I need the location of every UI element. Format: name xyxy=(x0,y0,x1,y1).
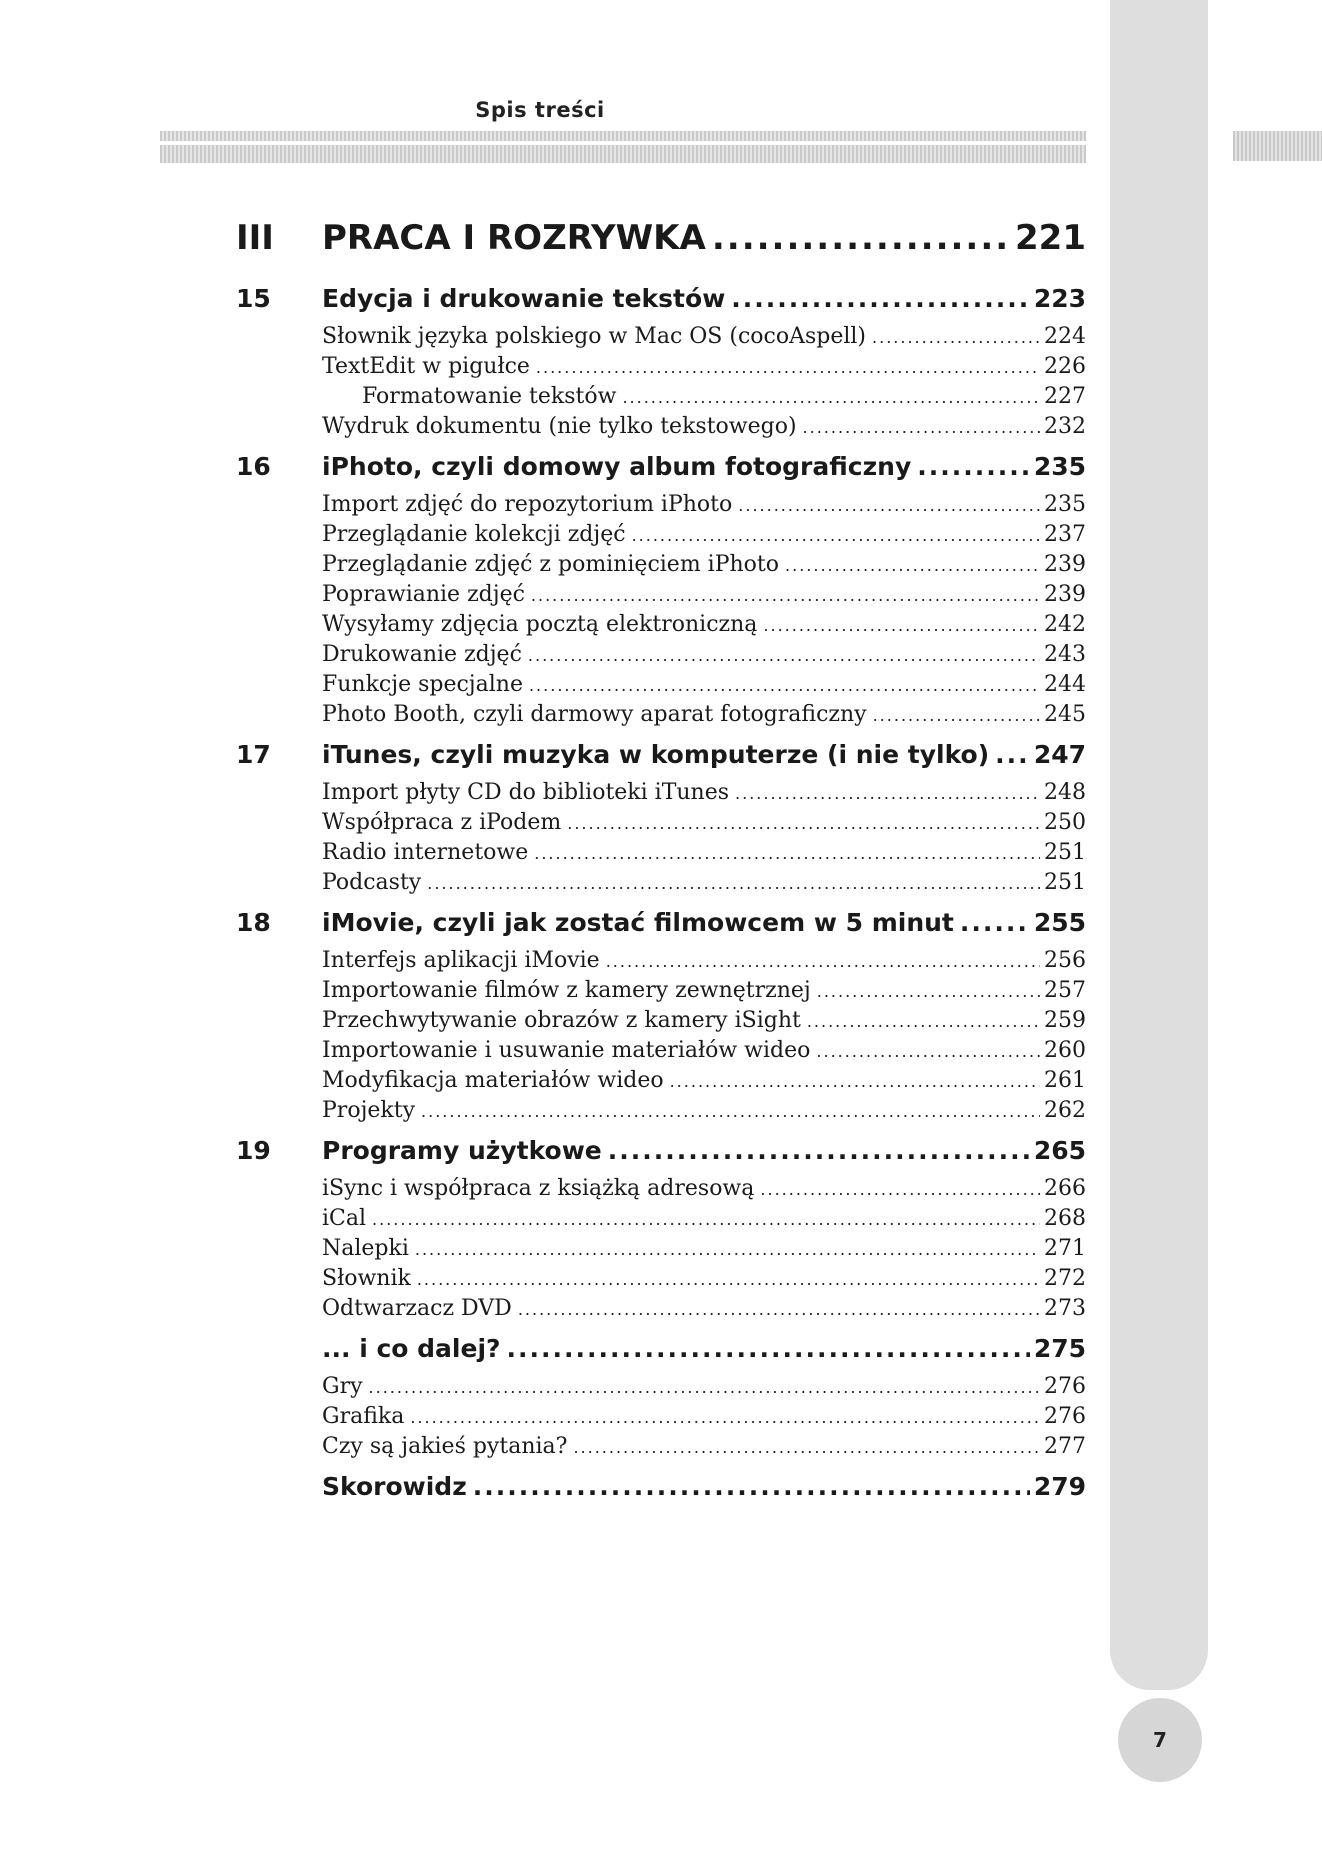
leader-dots xyxy=(816,1038,1040,1063)
toc-entry[interactable] xyxy=(322,1038,1086,1068)
toc-entry[interactable] xyxy=(322,810,1086,840)
toc-entry[interactable] xyxy=(322,702,1086,732)
leader-dots xyxy=(372,1206,1040,1231)
chapter-16 xyxy=(236,452,1086,732)
entry-title: Przeglądanie zdjęć z pominięciem iPhoto xyxy=(322,552,780,577)
chapter-heading[interactable] xyxy=(236,452,1086,492)
entry-page: 226 xyxy=(1044,354,1086,379)
entry-page: 268 xyxy=(1044,1206,1086,1231)
leader-dots xyxy=(738,492,1040,517)
toc-entry[interactable] xyxy=(322,672,1086,702)
entry-page: 251 xyxy=(1044,870,1086,895)
chapter-heading[interactable] xyxy=(236,1472,1086,1512)
entry-page: 277 xyxy=(1044,1434,1086,1459)
part-title: PRACA I ROZRYWKA xyxy=(322,218,706,258)
chapter-page: 265 xyxy=(1033,1136,1086,1165)
chapter-number: 19 xyxy=(236,1136,271,1165)
entry-title: Przeglądanie kolekcji zdjęć xyxy=(322,522,626,547)
entry-title: Wysyłamy zdjęcia pocztą elektroniczną xyxy=(322,612,758,637)
leader-dots xyxy=(785,552,1040,577)
entry-title: Import zdjęć do repozytorium iPhoto xyxy=(322,492,733,517)
entry-page: 244 xyxy=(1044,672,1086,697)
leader-dots xyxy=(567,810,1040,835)
leader-dots xyxy=(534,840,1040,865)
leader-dots xyxy=(507,1334,1030,1363)
chapter-heading[interactable] xyxy=(236,284,1086,324)
leader-dots xyxy=(421,1098,1040,1123)
leader-dots xyxy=(606,948,1040,973)
leader-dots xyxy=(760,1176,1040,1201)
entry-title: iSync i współpraca z książką adresową xyxy=(322,1176,755,1201)
chapter-15 xyxy=(236,284,1086,444)
chapter-number: 18 xyxy=(236,908,271,937)
leader-dots xyxy=(622,384,1040,409)
leader-dots xyxy=(712,218,1011,258)
toc-entry[interactable] xyxy=(322,414,1086,444)
toc-entry[interactable] xyxy=(322,1236,1086,1266)
entry-title: Modyfikacja materiałów wideo xyxy=(322,1068,664,1093)
toc-entry[interactable] xyxy=(322,1206,1086,1236)
running-head: Spis treści xyxy=(475,98,605,122)
entry-title: Odtwarzacz DVD xyxy=(322,1296,512,1321)
entry-title: Grafika xyxy=(322,1404,405,1429)
toc-entry[interactable] xyxy=(322,642,1086,672)
toc-entry[interactable] xyxy=(322,612,1086,642)
entry-title: Importowanie filmów z kamery zewnętrznej xyxy=(322,978,811,1003)
entry-page: 239 xyxy=(1044,582,1086,607)
chapter-19 xyxy=(236,1136,1086,1326)
leader-dots xyxy=(528,642,1040,667)
leader-dots xyxy=(536,354,1040,379)
entry-title: Słownik języka polskiego w Mac OS (cocoAspell) xyxy=(322,324,867,349)
entry-title: Projekty xyxy=(322,1098,416,1123)
entry-title: iCal xyxy=(322,1206,367,1231)
chapter-heading[interactable] xyxy=(236,1334,1086,1374)
entry-page: 243 xyxy=(1044,642,1086,667)
chapter-18 xyxy=(236,908,1086,1128)
toc-entry[interactable] xyxy=(322,354,1086,384)
chapter-epilogue xyxy=(236,1334,1086,1464)
toc-entry[interactable] xyxy=(322,492,1086,522)
entry-title: Funkcje specjalne xyxy=(322,672,523,697)
entry-page: 271 xyxy=(1044,1236,1086,1261)
leader-dots xyxy=(763,612,1040,637)
toc-entry[interactable] xyxy=(322,552,1086,582)
toc-entry[interactable] xyxy=(322,324,1086,354)
entry-title: Interfejs aplikacji iMovie xyxy=(322,948,600,973)
entry-title: Radio internetowe xyxy=(322,840,529,865)
entry-title: Przechwytywanie obrazów z kamery iSight xyxy=(322,1008,801,1033)
entry-page: 251 xyxy=(1044,840,1086,865)
entry-page: 237 xyxy=(1044,522,1086,547)
entry-page: 273 xyxy=(1044,1296,1086,1321)
chapter-title: Programy użytkowe xyxy=(322,1136,602,1165)
page-number: 7 xyxy=(1118,1698,1202,1782)
side-tab xyxy=(1233,131,1322,161)
entry-page: 266 xyxy=(1044,1176,1086,1201)
header-rule xyxy=(160,131,1086,163)
side-band xyxy=(1110,0,1208,1690)
leader-dots xyxy=(817,978,1040,1003)
leader-dots xyxy=(670,1068,1040,1093)
leader-dots xyxy=(415,1236,1040,1261)
chapter-page: 255 xyxy=(1033,908,1086,937)
chapter-page: 275 xyxy=(1033,1334,1086,1363)
entry-page: 239 xyxy=(1044,552,1086,577)
leader-dots xyxy=(608,1136,1030,1165)
entry-page: 276 xyxy=(1044,1374,1086,1399)
toc-entry[interactable] xyxy=(322,1296,1086,1326)
leader-dots xyxy=(427,870,1040,895)
leader-dots xyxy=(531,582,1040,607)
toc-entry[interactable] xyxy=(322,948,1086,978)
chapter-title: ... i co dalej? xyxy=(322,1334,501,1363)
toc-entry[interactable] xyxy=(322,870,1086,900)
leader-dots xyxy=(518,1296,1040,1321)
toc-entry[interactable] xyxy=(322,522,1086,552)
leader-dots xyxy=(803,414,1040,439)
leader-dots xyxy=(995,740,1030,769)
leader-dots xyxy=(960,908,1030,937)
toc-entry[interactable] xyxy=(322,780,1086,810)
leader-dots xyxy=(410,1404,1040,1429)
part-number: III xyxy=(236,218,274,258)
entry-title: Czy są jakieś pytania? xyxy=(322,1434,568,1459)
entry-title: Photo Booth, czyli darmowy aparat fotograficzny xyxy=(322,702,867,727)
toc-entry[interactable] xyxy=(322,582,1086,612)
leader-dots xyxy=(573,1434,1040,1459)
chapter-title: iTunes, czyli muzyka w komputerze (i nie tylko) xyxy=(322,740,990,769)
leader-dots xyxy=(873,702,1040,727)
leader-dots xyxy=(417,1266,1040,1291)
entry-page: 257 xyxy=(1044,978,1086,1003)
entry-title: Współpraca z iPodem xyxy=(322,810,562,835)
entry-page: 250 xyxy=(1044,810,1086,835)
leader-dots xyxy=(731,284,1030,313)
entry-page: 256 xyxy=(1044,948,1086,973)
entry-title: Importowanie i usuwanie materiałów wideo xyxy=(322,1038,811,1063)
chapter-page: 223 xyxy=(1033,284,1086,313)
entry-page: 259 xyxy=(1044,1008,1086,1033)
entry-title: Gry xyxy=(322,1374,363,1399)
entry-page: 260 xyxy=(1044,1038,1086,1063)
leader-dots xyxy=(369,1374,1040,1399)
entry-title: TextEdit w pigułce xyxy=(322,354,530,379)
leader-dots xyxy=(473,1472,1030,1501)
leader-dots xyxy=(529,672,1040,697)
entry-page: 262 xyxy=(1044,1098,1086,1123)
toc-entry[interactable] xyxy=(322,1176,1086,1206)
toc-entry[interactable] xyxy=(322,1374,1086,1404)
entry-page: 261 xyxy=(1044,1068,1086,1093)
leader-dots xyxy=(632,522,1040,547)
toc-entry[interactable] xyxy=(322,1098,1086,1128)
entry-page: 242 xyxy=(1044,612,1086,637)
chapter-number: 17 xyxy=(236,740,271,769)
toc-entry[interactable] xyxy=(322,1008,1086,1038)
leader-dots xyxy=(807,1008,1040,1033)
leader-dots xyxy=(917,452,1030,481)
chapter-title: iPhoto, czyli domowy album fotograficzny xyxy=(322,452,912,481)
chapter-index xyxy=(236,1472,1086,1512)
toc-entry[interactable] xyxy=(322,978,1086,1008)
toc-entry[interactable] xyxy=(322,1266,1086,1296)
entry-page: 276 xyxy=(1044,1404,1086,1429)
toc-subentry[interactable] xyxy=(322,384,1086,414)
chapter-page: 235 xyxy=(1033,452,1086,481)
toc-entry[interactable] xyxy=(322,1404,1086,1434)
entry-title: Słownik xyxy=(322,1266,411,1291)
entry-page: 227 xyxy=(1044,384,1086,409)
entry-page: 232 xyxy=(1044,414,1086,439)
entry-page: 248 xyxy=(1044,780,1086,805)
entry-title: Formatowanie tekstów xyxy=(362,384,617,409)
entry-title: Import płyty CD do biblioteki iTunes xyxy=(322,780,730,805)
entry-title: Podcasty xyxy=(322,870,422,895)
chapter-heading[interactable] xyxy=(236,1136,1086,1176)
entry-title: Wydruk dokumentu (nie tylko tekstowego) xyxy=(322,414,797,439)
chapter-title: Skorowidz xyxy=(322,1472,467,1501)
chapter-number: 16 xyxy=(236,452,271,481)
entry-page: 235 xyxy=(1044,492,1086,517)
entry-title: Nalepki xyxy=(322,1236,409,1261)
entry-page: 224 xyxy=(1044,324,1086,349)
chapter-title: Edycja i drukowanie tekstów xyxy=(322,284,726,313)
chapter-number: 15 xyxy=(236,284,271,313)
entry-page: 272 xyxy=(1044,1266,1086,1291)
toc-entry[interactable] xyxy=(322,1434,1086,1464)
part-page: 221 xyxy=(1015,218,1086,258)
entry-page: 245 xyxy=(1044,702,1086,727)
entry-title: Poprawianie zdjęć xyxy=(322,582,525,607)
leader-dots xyxy=(872,324,1040,349)
part-heading[interactable] xyxy=(236,218,1086,276)
chapter-page: 279 xyxy=(1033,1472,1086,1501)
table-of-contents xyxy=(236,218,1086,1512)
entry-title: Drukowanie zdjęć xyxy=(322,642,522,667)
toc-entry[interactable] xyxy=(322,1068,1086,1098)
chapter-heading[interactable] xyxy=(236,908,1086,948)
chapter-17 xyxy=(236,740,1086,900)
chapter-title: iMovie, czyli jak zostać filmowcem w 5 minut xyxy=(322,908,954,937)
chapter-page: 247 xyxy=(1033,740,1086,769)
chapter-heading[interactable] xyxy=(236,740,1086,780)
toc-entry[interactable] xyxy=(322,840,1086,870)
leader-dots xyxy=(735,780,1040,805)
